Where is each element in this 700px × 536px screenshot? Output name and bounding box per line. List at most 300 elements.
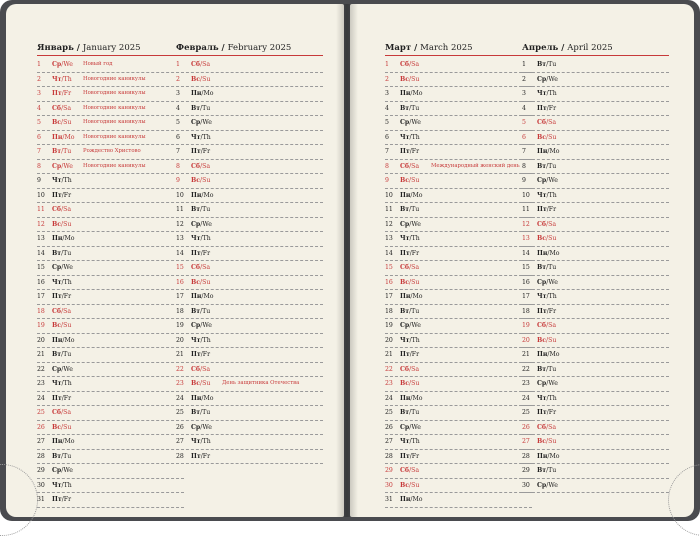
day-row xyxy=(385,261,532,276)
weekday-ru: Ср xyxy=(52,264,62,271)
weekday-ru: Вт xyxy=(52,249,62,257)
weekday-separator: / xyxy=(200,336,203,344)
weekday-en: Tu xyxy=(63,452,72,460)
day-number: 2 xyxy=(385,75,389,83)
weekday-en: Sa xyxy=(548,423,557,431)
day-number: 28 xyxy=(37,452,45,460)
weekday-separator: / xyxy=(409,423,412,431)
day-row xyxy=(385,377,532,392)
weekday-en: Th xyxy=(411,235,420,242)
weekday-en: Mo xyxy=(203,293,214,300)
day-number: 31 xyxy=(385,496,393,503)
weekday-separator: / xyxy=(409,351,412,358)
day-number: 28 xyxy=(522,452,530,460)
day-number: 3 xyxy=(385,90,389,97)
day-number: 31 xyxy=(37,496,45,503)
weekday xyxy=(191,247,210,260)
weekday-en: Mo xyxy=(64,133,75,141)
day-number: 23 xyxy=(176,380,184,387)
weekday-separator: / xyxy=(409,148,412,155)
weekday-ru: Чт xyxy=(191,438,201,445)
day-number: 24 xyxy=(37,394,45,402)
weekday-en: Tu xyxy=(63,249,72,257)
day-row xyxy=(37,363,184,378)
weekday xyxy=(400,479,419,492)
weekday-ru: Ср xyxy=(191,423,201,431)
day-row xyxy=(37,406,184,421)
day-row xyxy=(37,189,184,204)
weekday-separator: / xyxy=(409,322,412,329)
weekday xyxy=(537,131,556,144)
weekday xyxy=(537,261,556,274)
weekday-ru: Пн xyxy=(400,191,411,199)
day-row xyxy=(385,406,532,421)
day-row xyxy=(37,479,184,494)
weekday xyxy=(191,160,210,173)
weekday-separator: / xyxy=(61,351,64,358)
weekday-en: Mo xyxy=(549,148,560,155)
weekday xyxy=(191,58,210,71)
weekday xyxy=(52,218,71,231)
day-number: 20 xyxy=(385,336,393,344)
weekday-ru: Чт xyxy=(191,336,201,344)
weekday-separator: / xyxy=(410,90,413,97)
weekday-en: Th xyxy=(548,293,557,300)
weekday-en: Su xyxy=(411,278,420,286)
weekday-separator: / xyxy=(547,452,550,460)
weekday-separator: / xyxy=(61,380,64,387)
weekday-en: Th xyxy=(63,481,72,489)
weekday-separator: / xyxy=(409,75,412,83)
weekday-en: Mo xyxy=(64,235,75,242)
weekday-ru: Чт xyxy=(52,75,62,83)
day-row xyxy=(176,334,323,349)
day-number: 13 xyxy=(385,235,393,242)
weekday xyxy=(191,116,212,129)
holiday-note: Новогодние каникулы xyxy=(83,104,146,111)
weekday-ru: Вс xyxy=(400,75,409,83)
weekday-ru: Вс xyxy=(52,322,61,329)
day-row xyxy=(522,406,669,421)
day-row xyxy=(176,189,323,204)
weekday-en: We xyxy=(548,75,558,83)
weekday xyxy=(52,348,71,361)
day-number: 22 xyxy=(37,365,45,373)
weekday-ru: Чт xyxy=(537,90,547,97)
weekday-en: We xyxy=(202,423,212,431)
weekday-en: Su xyxy=(411,481,420,489)
weekday-ru: Пт xyxy=(52,394,62,402)
day-number: 30 xyxy=(385,481,393,489)
day-number: 17 xyxy=(385,293,393,300)
day-number: 8 xyxy=(385,162,389,170)
weekday-ru: Сб xyxy=(52,409,62,416)
weekday-en: We xyxy=(411,322,421,329)
weekday xyxy=(537,160,556,173)
weekday-en: Su xyxy=(548,235,557,242)
weekday-ru: Пт xyxy=(52,90,62,97)
day-row xyxy=(522,377,669,392)
weekday-en: Mo xyxy=(203,394,214,402)
weekday-ru: Ср xyxy=(400,119,410,126)
weekday-ru: Вс xyxy=(191,177,200,184)
weekday xyxy=(400,363,419,376)
weekday-separator: / xyxy=(61,162,64,170)
weekday-ru: Пн xyxy=(400,90,411,97)
weekday-en: Th xyxy=(63,278,72,286)
weekday xyxy=(191,377,210,390)
weekday-en: Tu xyxy=(202,409,211,416)
weekday-en: Mo xyxy=(549,249,560,257)
day-number: 5 xyxy=(385,119,389,126)
weekday xyxy=(52,160,73,173)
weekday-en: Mo xyxy=(412,293,423,300)
weekday-en: Sa xyxy=(202,61,211,68)
day-number: 26 xyxy=(385,423,393,431)
weekday-separator: / xyxy=(546,235,549,242)
month-name-en: April 2025 xyxy=(567,43,613,53)
weekday-en: Mo xyxy=(412,394,423,402)
day-number: 4 xyxy=(37,104,41,112)
day-row xyxy=(176,58,323,73)
day-number: 9 xyxy=(176,177,180,184)
weekday-ru: Вт xyxy=(191,409,201,416)
weekday-en: Th xyxy=(202,438,211,445)
weekday-en: Sa xyxy=(548,119,557,126)
weekday xyxy=(191,435,211,448)
day-row xyxy=(385,131,532,146)
weekday-en: Th xyxy=(548,90,557,97)
day-row xyxy=(176,174,323,189)
weekday xyxy=(537,319,556,332)
weekday-ru: Вт xyxy=(537,264,547,271)
weekday-ru: Пн xyxy=(191,394,202,402)
month-underline xyxy=(37,55,184,56)
weekday-en: We xyxy=(63,162,73,170)
day-number: 1 xyxy=(522,61,526,68)
day-number: 17 xyxy=(37,293,45,300)
weekday-separator: / xyxy=(546,380,549,387)
weekday-separator: / xyxy=(546,75,549,83)
month-heading xyxy=(37,43,184,54)
weekday xyxy=(400,435,420,448)
weekday xyxy=(537,479,558,492)
weekday-ru: Сб xyxy=(537,119,547,126)
weekday xyxy=(537,203,556,216)
day-row xyxy=(385,392,532,407)
day-row xyxy=(522,87,669,102)
day-row xyxy=(522,116,669,131)
weekday xyxy=(537,348,560,361)
weekday-separator: / xyxy=(200,322,203,329)
weekday-en: We xyxy=(202,220,212,228)
holiday-note: Новый год xyxy=(83,61,113,67)
day-number: 9 xyxy=(37,177,41,184)
weekday-separator: / xyxy=(62,133,65,141)
day-number: 25 xyxy=(522,409,530,416)
weekday-separator: / xyxy=(61,249,64,257)
weekday-separator: / xyxy=(409,467,412,474)
day-row xyxy=(176,450,323,465)
day-number: 18 xyxy=(385,307,393,315)
weekday-en: Su xyxy=(548,133,557,141)
weekday-separator: / xyxy=(546,133,549,141)
day-row xyxy=(522,218,669,233)
weekday xyxy=(537,58,556,71)
day-number: 1 xyxy=(37,61,41,68)
weekday-separator: / xyxy=(61,394,64,402)
day-row xyxy=(176,435,323,450)
weekday-en: Tu xyxy=(63,351,72,358)
weekday-separator: / xyxy=(61,75,64,83)
weekday xyxy=(537,435,556,448)
day-row xyxy=(385,160,532,175)
weekday-ru: Вт xyxy=(537,467,547,474)
weekday xyxy=(191,232,211,245)
day-number: 21 xyxy=(385,351,393,358)
weekday-ru: Пн xyxy=(400,394,411,402)
day-row xyxy=(385,218,532,233)
day-number: 10 xyxy=(176,191,184,199)
month-underline xyxy=(385,55,532,56)
day-number: 27 xyxy=(385,438,393,445)
weekday-separator: / xyxy=(61,481,64,489)
day-row xyxy=(37,464,184,479)
weekday-ru: Вс xyxy=(537,336,546,344)
day-number: 13 xyxy=(176,235,184,242)
day-list xyxy=(385,58,532,508)
weekday-separator: / xyxy=(546,394,549,402)
weekday-ru: Ср xyxy=(400,220,410,228)
weekday-en: We xyxy=(411,220,421,228)
weekday xyxy=(400,203,419,216)
weekday-separator: / xyxy=(200,351,203,358)
day-number: 30 xyxy=(37,481,45,489)
weekday-en: We xyxy=(63,264,73,271)
weekday xyxy=(537,87,557,100)
day-row xyxy=(37,87,184,102)
weekday-en: We xyxy=(63,61,73,68)
weekday-en: Sa xyxy=(548,322,557,329)
weekday-en: Fr xyxy=(548,409,557,416)
weekday xyxy=(537,73,558,86)
day-number: 12 xyxy=(176,220,184,228)
weekday xyxy=(400,450,419,463)
day-number: 29 xyxy=(385,467,393,474)
day-number: 27 xyxy=(176,438,184,445)
weekday-en: Su xyxy=(548,336,557,344)
weekday-separator: / xyxy=(547,249,550,257)
weekday-separator: / xyxy=(546,264,549,271)
weekday-separator: / xyxy=(200,249,203,257)
weekday-separator: / xyxy=(546,336,549,344)
day-number: 29 xyxy=(37,467,45,474)
weekday-en: Th xyxy=(411,438,420,445)
weekday-ru: Пт xyxy=(537,307,547,315)
weekday xyxy=(537,174,558,187)
weekday-ru: Пн xyxy=(52,438,63,445)
weekday-en: Sa xyxy=(548,220,557,228)
weekday-en: Fr xyxy=(548,104,557,112)
day-number: 22 xyxy=(176,365,184,373)
weekday-ru: Чт xyxy=(537,293,547,300)
weekday-separator: / xyxy=(547,148,550,155)
month-heading xyxy=(385,43,532,54)
day-number: 20 xyxy=(522,336,530,344)
weekday-ru: Пн xyxy=(537,249,548,257)
weekday-ru: Вс xyxy=(52,220,61,228)
weekday-separator: / xyxy=(61,220,64,228)
weekday-en: Fr xyxy=(548,206,557,213)
day-number: 16 xyxy=(37,278,45,286)
weekday xyxy=(52,116,71,129)
day-row xyxy=(37,493,184,508)
day-row xyxy=(522,290,669,305)
day-row xyxy=(385,116,532,131)
weekday xyxy=(52,174,72,187)
day-number: 15 xyxy=(385,264,393,271)
weekday xyxy=(191,145,210,158)
weekday xyxy=(400,247,419,260)
weekday-ru: Чт xyxy=(400,133,410,141)
weekday-ru: Вт xyxy=(400,409,410,416)
day-row xyxy=(37,203,184,218)
day-row xyxy=(37,58,184,73)
weekday-ru: Вс xyxy=(52,423,61,431)
weekday-ru: Пт xyxy=(400,249,410,257)
weekday-ru: Ср xyxy=(400,423,410,431)
day-row xyxy=(176,377,323,392)
weekday xyxy=(52,102,71,115)
weekday-en: Su xyxy=(63,220,72,228)
day-row xyxy=(385,290,532,305)
weekday-ru: Сб xyxy=(191,365,201,373)
day-number: 18 xyxy=(37,307,45,315)
weekday xyxy=(52,435,75,448)
weekday-en: Tu xyxy=(63,148,72,155)
weekday-separator: / xyxy=(62,235,65,242)
weekday-ru: Пт xyxy=(537,409,547,416)
day-number: 17 xyxy=(522,293,530,300)
day-number: 11 xyxy=(176,206,184,213)
month-heading xyxy=(176,43,323,54)
day-number: 20 xyxy=(37,336,45,344)
weekday-ru: Вт xyxy=(400,104,410,112)
day-row xyxy=(37,435,184,450)
day-row xyxy=(37,348,184,363)
weekday-ru: Чт xyxy=(191,133,201,141)
day-number: 19 xyxy=(176,322,184,329)
weekday xyxy=(191,276,210,289)
day-row xyxy=(385,102,532,117)
day-row xyxy=(176,261,323,276)
month-name-ru: Январь xyxy=(37,43,74,53)
weekday xyxy=(400,87,423,100)
day-number: 5 xyxy=(522,119,526,126)
day-number: 18 xyxy=(522,307,530,315)
weekday-en: Fr xyxy=(411,452,420,460)
weekday-ru: Пн xyxy=(537,148,548,155)
day-row xyxy=(176,218,323,233)
day-number: 5 xyxy=(37,119,41,126)
weekday-separator: / xyxy=(409,61,412,68)
weekday-separator: / xyxy=(409,119,412,126)
weekday-separator: / xyxy=(409,380,412,387)
day-row xyxy=(176,203,323,218)
day-number: 21 xyxy=(522,351,530,358)
weekday-separator: / xyxy=(546,365,549,373)
weekday-separator: / xyxy=(546,307,549,315)
weekday-separator: / xyxy=(61,264,64,271)
day-number: 12 xyxy=(522,220,530,228)
weekday-separator: / xyxy=(409,307,412,315)
weekday xyxy=(400,218,421,231)
day-number: 21 xyxy=(176,351,184,358)
weekday-en: Fr xyxy=(202,148,211,155)
weekday xyxy=(400,131,420,144)
day-row xyxy=(522,421,669,436)
weekday-en: We xyxy=(202,119,212,126)
weekday-separator: / xyxy=(200,206,203,213)
day-number: 29 xyxy=(522,467,530,474)
weekday-en: Tu xyxy=(411,307,420,315)
weekday xyxy=(537,421,556,434)
day-number: 10 xyxy=(522,191,530,199)
weekday-separator: / xyxy=(409,249,412,257)
weekday-separator: / xyxy=(200,264,203,271)
day-list xyxy=(176,58,323,464)
day-number: 7 xyxy=(385,148,389,155)
day-row xyxy=(176,406,323,421)
weekday xyxy=(537,464,556,477)
day-row xyxy=(176,73,323,88)
weekday-ru: Пт xyxy=(191,351,201,358)
weekday-en: Th xyxy=(63,177,72,184)
day-row xyxy=(522,319,669,334)
day-number: 23 xyxy=(385,380,393,387)
weekday xyxy=(400,406,419,419)
day-number: 22 xyxy=(385,365,393,373)
weekday-en: Sa xyxy=(63,104,72,112)
weekday-separator: / xyxy=(61,452,64,460)
day-number: 24 xyxy=(385,394,393,402)
day-number: 14 xyxy=(37,249,45,257)
day-row xyxy=(522,363,669,378)
day-number: 1 xyxy=(385,61,389,68)
day-row xyxy=(176,232,323,247)
weekday-ru: Вт xyxy=(191,206,201,213)
weekday xyxy=(52,145,71,158)
day-row xyxy=(37,334,184,349)
weekday-ru: Чт xyxy=(537,394,547,402)
weekday-separator: / xyxy=(200,75,203,83)
day-number: 27 xyxy=(37,438,45,445)
day-row xyxy=(385,363,532,378)
day-number: 19 xyxy=(385,322,393,329)
weekday-en: Sa xyxy=(63,206,72,213)
weekday-en: Fr xyxy=(411,148,420,155)
weekday-ru: Пн xyxy=(400,293,411,300)
weekday-ru: Пн xyxy=(537,351,548,358)
day-row xyxy=(522,203,669,218)
weekday-separator: / xyxy=(61,61,64,68)
weekday-ru: Сб xyxy=(400,467,410,474)
weekday-en: We xyxy=(548,278,558,286)
weekday-ru: Пт xyxy=(52,496,62,503)
day-number: 1 xyxy=(176,61,180,68)
weekday xyxy=(191,319,212,332)
weekday-separator: / xyxy=(409,133,412,141)
